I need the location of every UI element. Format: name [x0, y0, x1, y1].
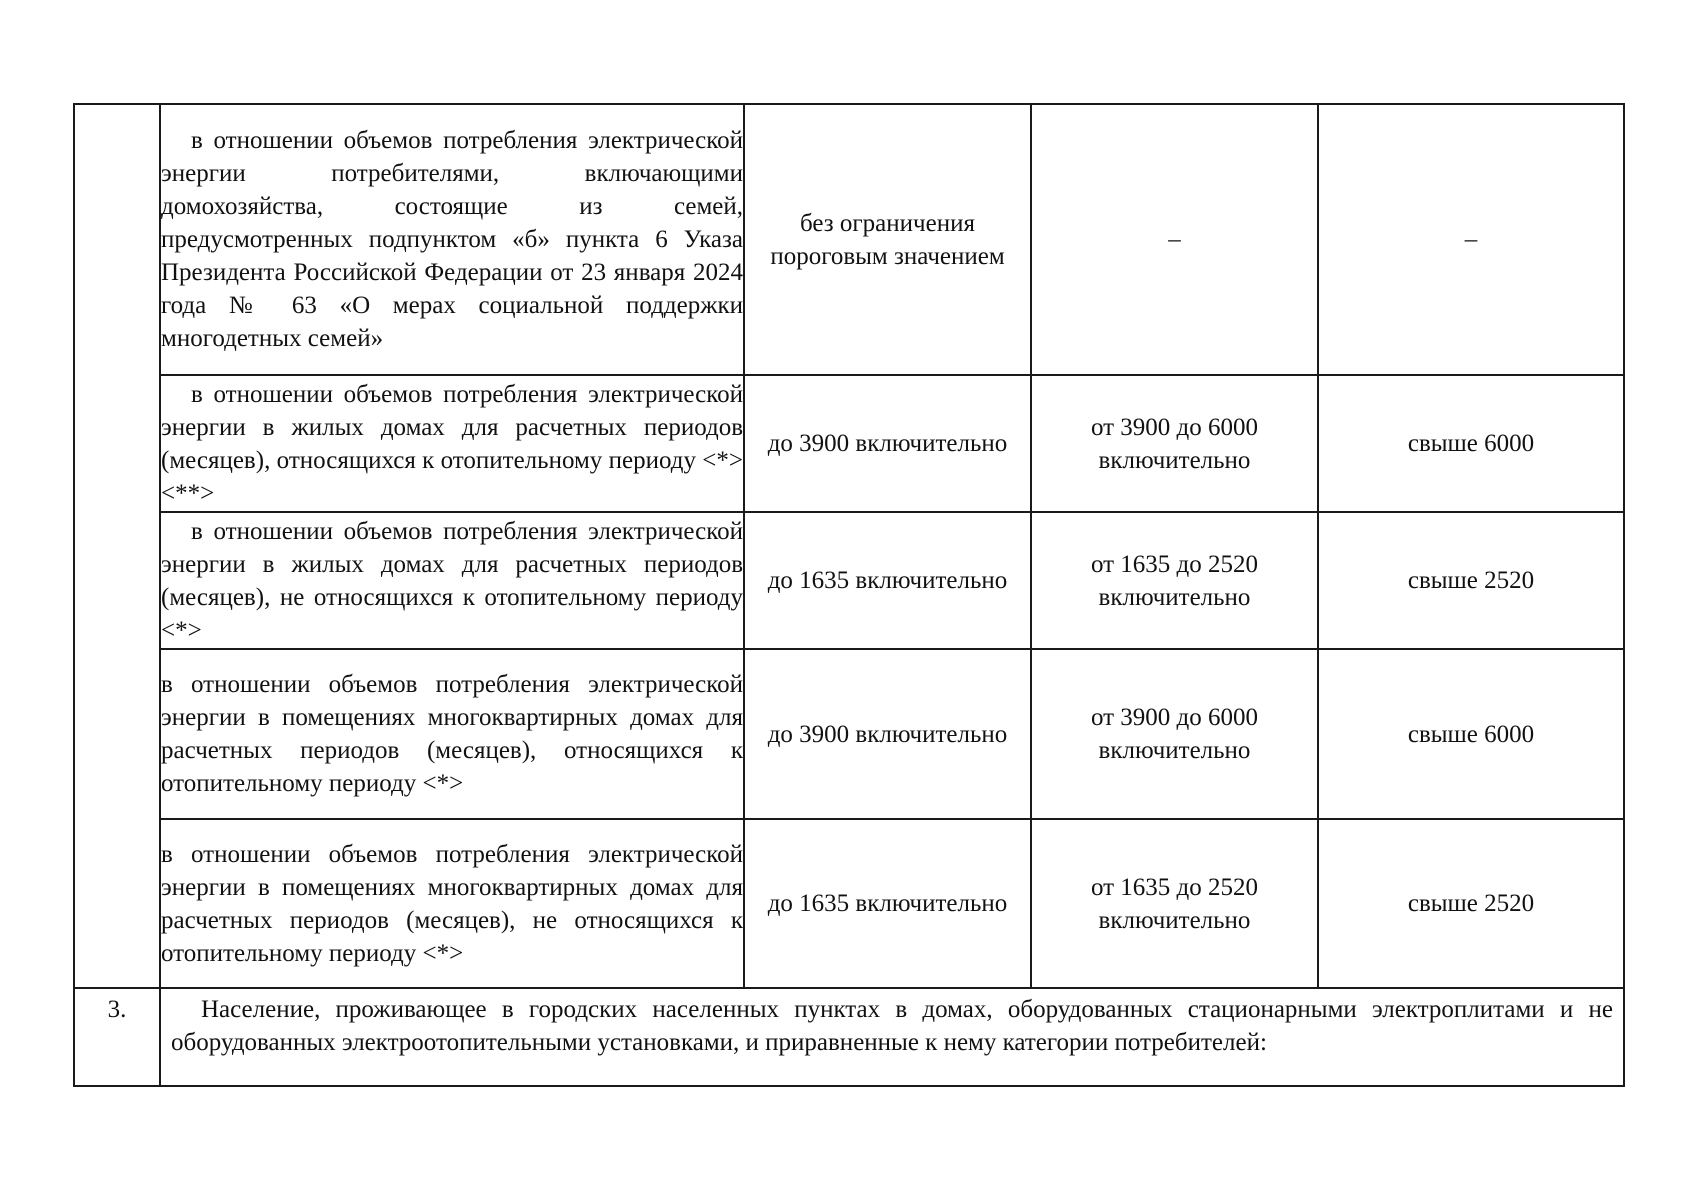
table-row	[74, 819, 1624, 988]
table-row	[74, 512, 1624, 649]
row-description: в отношении объемов потребления электрической энергии в жилых домах для расчетных периодов (месяцев), относящихся к отопительному периоду <*> <**>	[160, 375, 744, 512]
section-description: Население, проживающее в городских населенных пунктах в домах, оборудованных стационарными электроплитами и не оборудованных электроотопительными установками, и приравненные к нему категории потребителей:	[160, 988, 1624, 1086]
row-description: в отношении объемов потребления электрической энергии потребителями, включающими домохозяйства, состоящие из семей, предусмотренных подпунктом «б» пункта 6 Указа Президента Российской Федерации от 23 января 2024 года № 63 «О мерах социальной поддержки многодетных семей»	[160, 104, 744, 375]
table-row	[74, 649, 1624, 819]
tier3-value: –	[1318, 104, 1624, 375]
tier3-value: свыше 2520	[1318, 819, 1624, 988]
row-description: в отношении объемов потребления электрической энергии в помещениях многоквартирных домах для расчетных периодов (месяцев), не относящихся к отопительному периоду <*>	[160, 819, 744, 988]
tier3-value: свыше 2520	[1318, 512, 1624, 649]
row-number-cell-empty	[74, 104, 160, 988]
tariff-table	[73, 103, 1625, 1087]
table-row	[74, 375, 1624, 512]
tier2-value: –	[1031, 104, 1318, 375]
tier1-value: до 3900 включительно	[744, 375, 1031, 512]
section-number: 3.	[74, 988, 160, 1086]
tier3-value: свыше 6000	[1318, 375, 1624, 512]
tier2-value: от 3900 до 6000 включительно	[1031, 375, 1318, 512]
tier1-value: до 3900 включительно	[744, 649, 1031, 819]
tier2-value: от 1635 до 2520 включительно	[1031, 512, 1318, 649]
tier1-value: до 1635 включительно	[744, 819, 1031, 988]
table-row	[74, 104, 1624, 375]
row-description: в отношении объемов потребления электрической энергии в помещениях многоквартирных домах для расчетных периодов (месяцев), относящихся к отопительному периоду <*>	[160, 649, 744, 819]
tier2-value: от 1635 до 2520 включительно	[1031, 819, 1318, 988]
tier1-value: без ограничения пороговым значением	[744, 104, 1031, 375]
tier3-value: свыше 6000	[1318, 649, 1624, 819]
table-row-section-3	[74, 988, 1624, 1086]
tier2-value: от 3900 до 6000 включительно	[1031, 649, 1318, 819]
tier1-value: до 1635 включительно	[744, 512, 1031, 649]
row-description: в отношении объемов потребления электрической энергии в жилых домах для расчетных периодов (месяцев), не относящихся к отопительному периоду <*>	[160, 512, 744, 649]
